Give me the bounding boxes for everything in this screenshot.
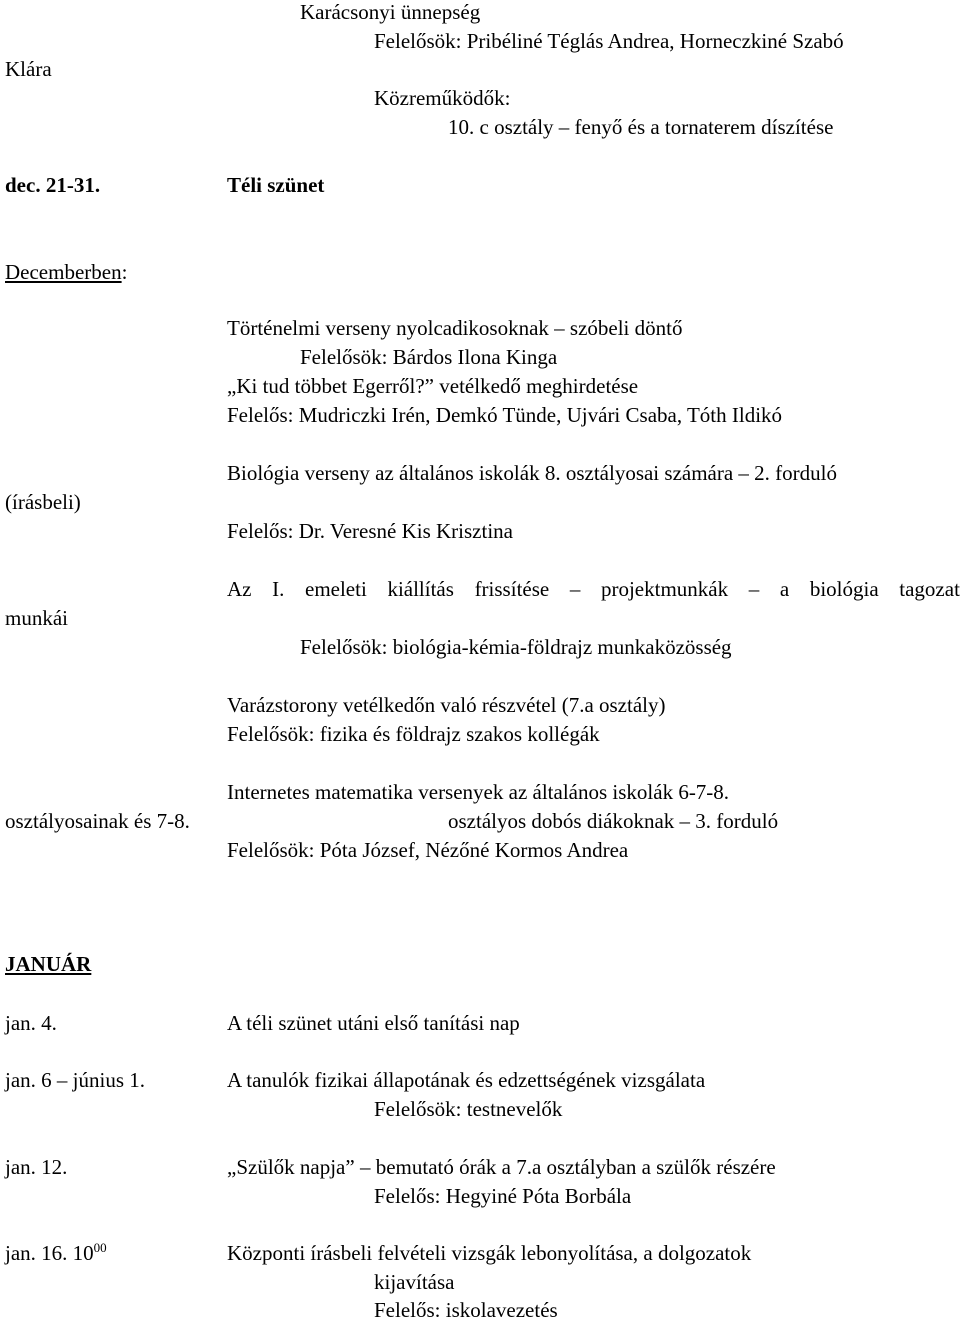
christmas-title: Karácsonyi ünnepség xyxy=(300,0,481,24)
math-competition-line1: Internetes matematika versenyek az általános iskolák 6-7-8. xyxy=(227,780,730,804)
history-competition-title: Történelmi verseny nyolcadikosoknak – szóbeli döntő xyxy=(227,316,683,340)
math-competition-line2-right: osztályos dobós diákoknak – 3. forduló xyxy=(448,809,779,833)
event-date xyxy=(5,1240,107,1265)
exhibition-word: biológia xyxy=(809,577,879,601)
exhibition-word: Az xyxy=(227,577,252,601)
event-title: „Szülők napja” – bemutató órák a 7.a osztályban a szülők részére xyxy=(227,1155,776,1179)
event-date: jan. 6 – június 1. xyxy=(5,1068,145,1092)
event-title-continued: kijavítása xyxy=(374,1270,455,1294)
in-december-heading xyxy=(5,262,127,283)
event-responsible: Felelős: iskolavezetés xyxy=(374,1298,558,1322)
winter-break-date: dec. 21-31. xyxy=(5,173,101,197)
exhibition-title xyxy=(227,579,960,600)
christmas-contributors-label: Közreműködők: xyxy=(374,86,511,110)
in-december-heading-text: Decemberben xyxy=(5,260,122,284)
varazstorony-title: Varázstorony vetélkedőn való részvétel (7.a osztály) xyxy=(227,693,666,717)
biology-competition-side-note: (írásbeli) xyxy=(5,490,81,514)
event-title: Központi írásbeli felvételi vizsgák lebonyolítása, a dolgozatok xyxy=(227,1241,752,1265)
event-title: A tanulók fizikai állapotának és edzettségének vizsgálata xyxy=(227,1068,706,1092)
in-december-heading-colon: : xyxy=(121,260,128,284)
event-title: A téli szünet utáni első tanítási nap xyxy=(227,1011,520,1035)
varazstorony-responsible: Felelősök: fizika és földrajz szakos kollégák xyxy=(227,722,600,746)
event-time-superscript: 00 xyxy=(93,1240,107,1255)
exhibition-word: – xyxy=(748,577,760,601)
event-date: jan. 12. xyxy=(5,1155,68,1179)
event-date: jan. 4. xyxy=(5,1011,57,1035)
exhibition-continuation: munkái xyxy=(5,606,68,630)
christmas-responsible-continued: Klára xyxy=(5,57,52,81)
biology-competition-title: Biológia verseny az általános iskolák 8. osztályosai számára – 2. forduló xyxy=(227,461,837,485)
exhibition-responsible: Felelősök: biológia-kémia-földrajz munkaközösség xyxy=(300,635,732,659)
event-responsible: Felelős: Hegyiné Póta Borbála xyxy=(374,1184,632,1208)
exhibition-word: projektmunkák xyxy=(600,577,729,601)
biology-competition-responsible: Felelős: Dr. Veresné Kis Krisztina xyxy=(227,519,513,543)
history-competition-responsible: Felelősök: Bárdos Ilona Kinga xyxy=(300,345,558,369)
math-competition-line2-left: osztályosainak és 7-8. xyxy=(5,809,190,833)
eger-quiz-title: „Ki tud többet Egerről?” vetélkedő meghirdetése xyxy=(227,374,639,398)
event-date-text: jan. 16. 10 xyxy=(5,1241,94,1265)
exhibition-word: tagozat xyxy=(899,577,960,601)
exhibition-word: emeleti xyxy=(305,577,367,601)
exhibition-word: kiállítás xyxy=(387,577,454,601)
event-responsible: Felelősök: testnevelők xyxy=(374,1097,563,1121)
winter-break-title: Téli szünet xyxy=(227,173,325,197)
christmas-contributors: 10. c osztály – fenyő és a tornaterem díszítése xyxy=(448,115,834,139)
exhibition-word: I. xyxy=(272,577,285,601)
math-competition-responsible: Felelősök: Póta József, Nézőné Kormos Andrea xyxy=(227,838,629,862)
exhibition-word: – xyxy=(569,577,581,601)
january-heading: JANUÁR xyxy=(5,952,92,976)
exhibition-word: frissítése xyxy=(474,577,550,601)
eger-quiz-responsible: Felelős: Mudriczki Irén, Demkó Tünde, Ujvári Csaba, Tóth Ildikó xyxy=(227,403,783,427)
exhibition-word: a xyxy=(779,577,790,601)
christmas-responsible: Felelősök: Pribéliné Téglás Andrea, Horneczkiné Szabó xyxy=(374,29,844,53)
